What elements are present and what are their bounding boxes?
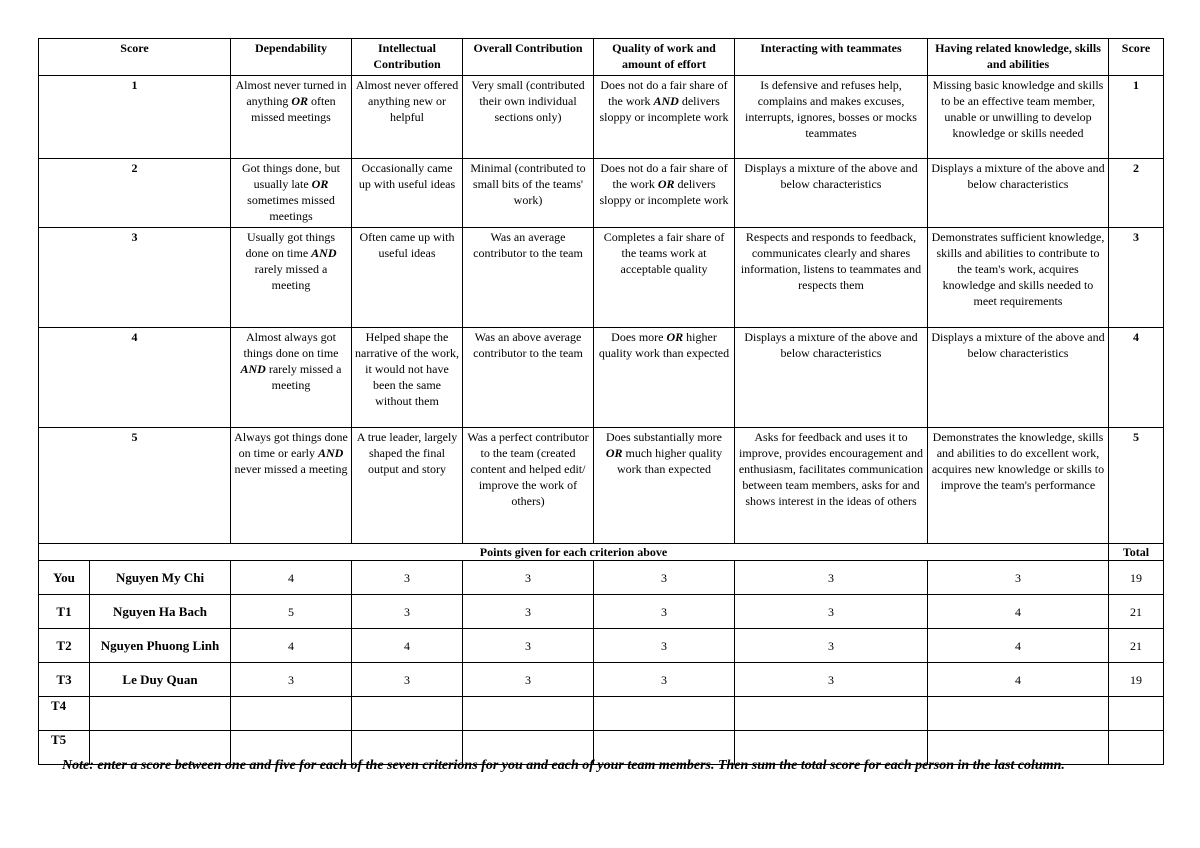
rubric-score-right: 1 xyxy=(1109,76,1164,159)
rubric-intellectual: Often came up with useful ideas xyxy=(352,228,463,328)
score-quality[interactable]: 3 xyxy=(594,663,735,697)
header-related-knowledge: Having related knowledge, skills and abilities xyxy=(928,39,1109,76)
header-dependability: Dependability xyxy=(231,39,352,76)
peer-evaluation-table xyxy=(38,38,1164,765)
score-row xyxy=(39,561,1164,595)
member-name[interactable]: Nguyen Ha Bach xyxy=(90,595,231,629)
rubric-quality: Completes a fair share of the teams work at acceptable quality xyxy=(594,228,735,328)
rubric-score-right: 2 xyxy=(1109,159,1164,228)
score-quality[interactable]: 3 xyxy=(594,629,735,663)
member-code: T5 xyxy=(39,731,90,765)
rubric-row xyxy=(39,228,1164,328)
score-intellectual[interactable]: 3 xyxy=(352,663,463,697)
score-intellectual[interactable]: 4 xyxy=(352,629,463,663)
score-interacting[interactable]: 3 xyxy=(735,663,928,697)
rubric-interacting: Is defensive and refuses help, complains and makes excuses, interrupts, ignores, bosses or mocks teammates xyxy=(735,76,928,159)
rubric-knowledge: Demonstrates sufficient knowledge, skills and abilities to contribute to the team's work, acquires knowledge and skills needed to meet requirements xyxy=(928,228,1109,328)
header-score: Score xyxy=(39,39,231,76)
header-row xyxy=(39,39,1164,76)
rubric-overall: Very small (contributed their own individual sections only) xyxy=(463,76,594,159)
score-overall[interactable]: 3 xyxy=(463,561,594,595)
score-interacting[interactable]: 3 xyxy=(735,629,928,663)
rubric-row xyxy=(39,76,1164,159)
header-overall-contribution: Overall Contribution xyxy=(463,39,594,76)
rubric-dependability: Almost always got things done on time AND rarely missed a meeting xyxy=(231,328,352,428)
score-rows xyxy=(39,561,1164,765)
score-row xyxy=(39,629,1164,663)
rubric-overall: Minimal (contributed to small bits of the teams' work) xyxy=(463,159,594,228)
rubric-row xyxy=(39,328,1164,428)
rubric-knowledge: Displays a mixture of the above and below characteristics xyxy=(928,328,1109,428)
rubric-knowledge: Missing basic knowledge and skills to be an effective team member, unable or unwilling to develop knowledge or skills needed xyxy=(928,76,1109,159)
score-intellectual[interactable]: 3 xyxy=(352,595,463,629)
member-name[interactable]: Nguyen My Chi xyxy=(90,561,231,595)
points-header-row xyxy=(39,544,1164,561)
rubric-knowledge: Displays a mixture of the above and below characteristics xyxy=(928,159,1109,228)
rubric-intellectual: A true leader, largely shaped the final output and story xyxy=(352,428,463,544)
score-overall[interactable]: 3 xyxy=(463,595,594,629)
rubric-dependability: Usually got things done on time AND rarely missed a meeting xyxy=(231,228,352,328)
rubric-score-right: 4 xyxy=(1109,328,1164,428)
score-interacting[interactable] xyxy=(735,697,928,731)
member-code: You xyxy=(39,561,90,595)
score-row xyxy=(39,595,1164,629)
rubric-quality: Does not do a fair share of the work AND delivers sloppy or incomplete work xyxy=(594,76,735,159)
score-total[interactable] xyxy=(1109,697,1164,731)
score-total[interactable]: 19 xyxy=(1109,663,1164,697)
instruction-note: Note: enter a score between one and five for each of the seven criterions for you and each of your team members. Then sum the total score for each person in the last column. xyxy=(62,758,1065,773)
rubric-score: 2 xyxy=(39,159,231,228)
score-intellectual[interactable]: 3 xyxy=(352,561,463,595)
score-total[interactable]: 21 xyxy=(1109,595,1164,629)
rubric-dependability: Got things done, but usually late OR sometimes missed meetings xyxy=(231,159,352,228)
rubric-score-right: 3 xyxy=(1109,228,1164,328)
score-dependability[interactable]: 5 xyxy=(231,595,352,629)
member-name[interactable] xyxy=(90,697,231,731)
score-interacting[interactable]: 3 xyxy=(735,595,928,629)
rubric-overall: Was an average contributor to the team xyxy=(463,228,594,328)
score-knowledge[interactable] xyxy=(928,697,1109,731)
score-dependability[interactable]: 3 xyxy=(231,663,352,697)
header-intellectual-contribution: Intellectual Contribution xyxy=(352,39,463,76)
rubric-intellectual: Occasionally came up with useful ideas xyxy=(352,159,463,228)
score-dependability[interactable] xyxy=(231,697,352,731)
score-row xyxy=(39,663,1164,697)
rubric-quality: Does substantially more OR much higher quality work than expected xyxy=(594,428,735,544)
score-overall[interactable] xyxy=(463,697,594,731)
rubric-score: 5 xyxy=(39,428,231,544)
score-total[interactable]: 21 xyxy=(1109,629,1164,663)
rubric-interacting: Displays a mixture of the above and below characteristics xyxy=(735,159,928,228)
score-quality[interactable]: 3 xyxy=(594,561,735,595)
rubric-score: 4 xyxy=(39,328,231,428)
member-code: T3 xyxy=(39,663,90,697)
rubric-score: 3 xyxy=(39,228,231,328)
score-total[interactable]: 19 xyxy=(1109,561,1164,595)
rubric-overall: Was a perfect contributor to the team (created content and helped edit/ improve the work of others) xyxy=(463,428,594,544)
member-code: T4 xyxy=(39,697,90,731)
score-quality[interactable]: 3 xyxy=(594,595,735,629)
rubric-interacting: Respects and responds to feedback, communicates clearly and shares information, listens to teammates and respects them xyxy=(735,228,928,328)
rubric-row xyxy=(39,159,1164,228)
rubric-quality: Does more OR higher quality work than expected xyxy=(594,328,735,428)
member-code: T2 xyxy=(39,629,90,663)
score-overall[interactable]: 3 xyxy=(463,663,594,697)
rubric-row xyxy=(39,428,1164,544)
header-interacting-with-teammates: Interacting with teammates xyxy=(735,39,928,76)
score-knowledge[interactable]: 4 xyxy=(928,629,1109,663)
score-knowledge[interactable]: 4 xyxy=(928,595,1109,629)
points-label: Points given for each criterion above xyxy=(39,544,1109,561)
score-quality[interactable] xyxy=(594,697,735,731)
header-quality-of-work: Quality of work and amount of effort xyxy=(594,39,735,76)
total-label: Total xyxy=(1109,544,1164,561)
rubric-interacting: Displays a mixture of the above and below characteristics xyxy=(735,328,928,428)
rubric-quality: Does not do a fair share of the work OR delivers sloppy or incomplete work xyxy=(594,159,735,228)
rubric-overall: Was an above average contributor to the team xyxy=(463,328,594,428)
score-intellectual[interactable] xyxy=(352,697,463,731)
rubric-score-right: 5 xyxy=(1109,428,1164,544)
member-name[interactable]: Le Duy Quan xyxy=(90,663,231,697)
rubric-interacting: Asks for feedback and uses it to improve, provides encouragement and enthusiasm, facilitates communication between team members, asks for and shows interest in the ideas of others xyxy=(735,428,928,544)
score-knowledge[interactable]: 3 xyxy=(928,561,1109,595)
rubric-dependability: Always got things done on time or early AND never missed a meeting xyxy=(231,428,352,544)
rubric-knowledge: Demonstrates the knowledge, skills and abilities to do excellent work, acquires new knowledge or skills to improve the team's performance xyxy=(928,428,1109,544)
rubric-intellectual: Almost never offered anything new or helpful xyxy=(352,76,463,159)
member-name[interactable]: Nguyen Phuong Linh xyxy=(90,629,231,663)
score-row xyxy=(39,697,1164,731)
header-score-right: Score xyxy=(1109,39,1164,76)
score-knowledge[interactable]: 4 xyxy=(928,663,1109,697)
rubric-intellectual: Helped shape the narrative of the work, it would not have been the same without them xyxy=(352,328,463,428)
score-interacting[interactable]: 3 xyxy=(735,561,928,595)
score-dependability[interactable]: 4 xyxy=(231,629,352,663)
member-code: T1 xyxy=(39,595,90,629)
rubric-score: 1 xyxy=(39,76,231,159)
score-dependability[interactable]: 4 xyxy=(231,561,352,595)
rubric-dependability: Almost never turned in anything OR often missed meetings xyxy=(231,76,352,159)
score-overall[interactable]: 3 xyxy=(463,629,594,663)
